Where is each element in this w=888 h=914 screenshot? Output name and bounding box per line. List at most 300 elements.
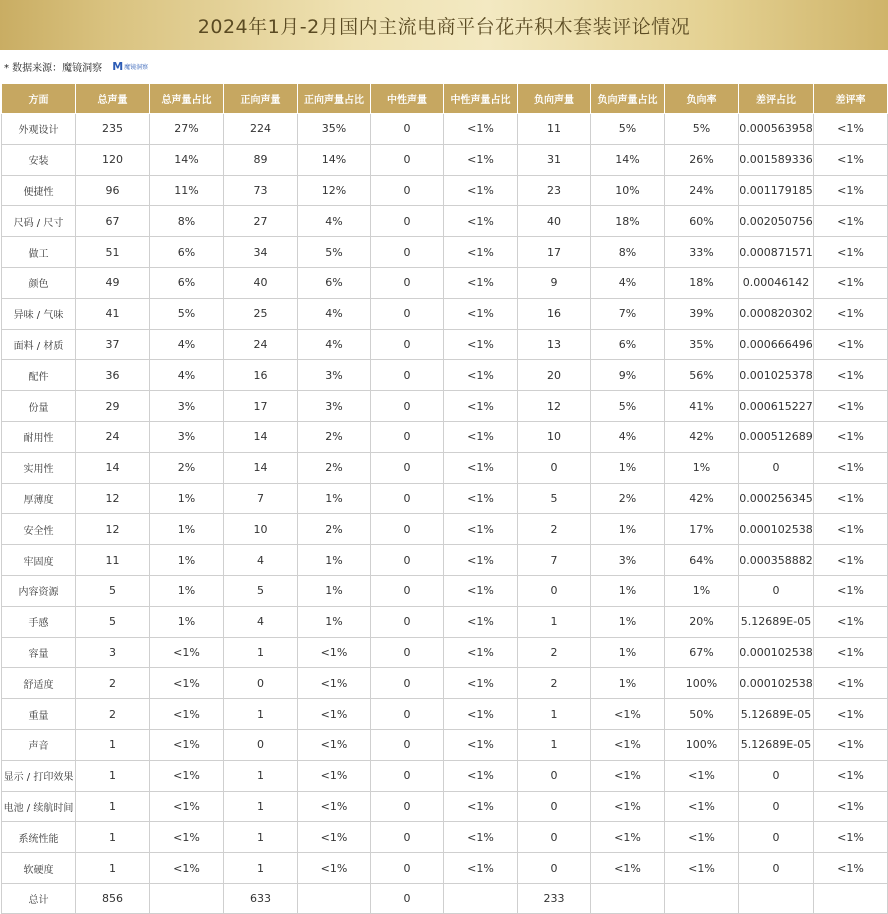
- table-row: [2, 545, 888, 576]
- table-cell: <1%: [298, 760, 371, 791]
- table-cell: 36: [76, 360, 150, 391]
- column-header: 正向声量: [224, 84, 298, 114]
- table-cell: 2: [518, 668, 591, 699]
- table-cell: 1: [518, 729, 591, 760]
- table-cell: 0.000871571: [739, 237, 814, 268]
- table-cell: 49: [76, 267, 150, 298]
- column-header: 负向声量占比: [591, 84, 665, 114]
- table-cell: 2%: [591, 483, 665, 514]
- table-cell: 10%: [591, 175, 665, 206]
- column-header: 总声量: [76, 84, 150, 114]
- table-cell: <1%: [444, 545, 518, 576]
- table-cell: <1%: [444, 853, 518, 884]
- total-cell: [591, 883, 665, 913]
- table-cell: 89: [224, 144, 298, 175]
- table-row: [2, 791, 888, 822]
- table-cell: <1%: [444, 729, 518, 760]
- table-cell: 0.000256345: [739, 483, 814, 514]
- table-cell: 0: [371, 637, 444, 668]
- table-cell: 31: [518, 144, 591, 175]
- table-cell: 17: [518, 237, 591, 268]
- table-cell: 0: [371, 699, 444, 730]
- table-cell: 67%: [665, 637, 739, 668]
- table-cell: 14%: [591, 144, 665, 175]
- table-cell: 0.001589336: [739, 144, 814, 175]
- table-cell: 0.000563958: [739, 114, 814, 145]
- table-cell: <1%: [591, 760, 665, 791]
- aspect-cell: 容量: [2, 637, 76, 668]
- table-cell: 56%: [665, 360, 739, 391]
- table-cell: <1%: [665, 853, 739, 884]
- table-cell: <1%: [444, 237, 518, 268]
- table-cell: 5%: [665, 114, 739, 145]
- column-header: 中性声量: [371, 84, 444, 114]
- table-cell: 6%: [150, 267, 224, 298]
- aspect-cell: 配件: [2, 360, 76, 391]
- aspect-cell: 手感: [2, 606, 76, 637]
- table-row: [2, 853, 888, 884]
- table-cell: 5: [224, 575, 298, 606]
- table-row: [2, 175, 888, 206]
- table-cell: <1%: [814, 452, 888, 483]
- logo-text: 魔镜洞察: [124, 63, 149, 71]
- table-cell: 0: [224, 668, 298, 699]
- table-cell: <1%: [444, 206, 518, 237]
- aspect-cell: 安全性: [2, 514, 76, 545]
- table-cell: 0: [371, 483, 444, 514]
- table-cell: 20: [518, 360, 591, 391]
- table-cell: <1%: [814, 421, 888, 452]
- table-cell: 3%: [591, 545, 665, 576]
- table-cell: <1%: [814, 206, 888, 237]
- total-cell: 0: [371, 883, 444, 913]
- table-cell: 14: [224, 421, 298, 452]
- table-cell: <1%: [444, 421, 518, 452]
- table-row: [2, 452, 888, 483]
- table-cell: <1%: [444, 175, 518, 206]
- table-cell: 2%: [298, 452, 371, 483]
- table-cell: 1: [224, 637, 298, 668]
- table-cell: 18%: [665, 267, 739, 298]
- table-cell: 6%: [150, 237, 224, 268]
- aspect-cell: 外观设计: [2, 114, 76, 145]
- table-cell: <1%: [298, 699, 371, 730]
- table-cell: 0: [371, 668, 444, 699]
- table-cell: <1%: [814, 144, 888, 175]
- aspect-cell: 系统性能: [2, 822, 76, 853]
- table-cell: 73: [224, 175, 298, 206]
- table-cell: 0: [518, 760, 591, 791]
- table-body: [2, 114, 888, 914]
- table-cell: <1%: [298, 668, 371, 699]
- table-cell: 35%: [298, 114, 371, 145]
- table-cell: 1: [518, 699, 591, 730]
- table-cell: <1%: [298, 729, 371, 760]
- table-cell: 235: [76, 114, 150, 145]
- table-cell: 0.000615227: [739, 391, 814, 422]
- table-row: [2, 483, 888, 514]
- table-cell: 0: [371, 575, 444, 606]
- table-cell: <1%: [298, 637, 371, 668]
- table-cell: 24: [224, 329, 298, 360]
- table-cell: 224: [224, 114, 298, 145]
- table-cell: 5%: [591, 114, 665, 145]
- table-cell: <1%: [150, 760, 224, 791]
- table-cell: 14: [76, 452, 150, 483]
- table-row: [2, 575, 888, 606]
- table-cell: 1%: [150, 575, 224, 606]
- table-cell: 1: [224, 699, 298, 730]
- table-cell: <1%: [814, 575, 888, 606]
- column-header: 负向声量: [518, 84, 591, 114]
- table-cell: 7: [518, 545, 591, 576]
- table-cell: 33%: [665, 237, 739, 268]
- column-header: 正向声量占比: [298, 84, 371, 114]
- table-cell: 0: [224, 729, 298, 760]
- table-cell: 0: [518, 452, 591, 483]
- table-cell: 4%: [150, 360, 224, 391]
- table-cell: 3%: [298, 360, 371, 391]
- table-row: [2, 114, 888, 145]
- table-cell: <1%: [444, 114, 518, 145]
- aspect-cell: 颜色: [2, 267, 76, 298]
- table-cell: <1%: [298, 822, 371, 853]
- table-cell: <1%: [665, 822, 739, 853]
- table-cell: 8%: [150, 206, 224, 237]
- table-header-row: [2, 84, 888, 114]
- table-cell: 0.001179185: [739, 175, 814, 206]
- table-cell: 0: [371, 729, 444, 760]
- table-cell: 1%: [298, 575, 371, 606]
- table-cell: 40: [518, 206, 591, 237]
- table-cell: <1%: [814, 791, 888, 822]
- table-cell: 1: [76, 729, 150, 760]
- aspect-cell: 耐用性: [2, 421, 76, 452]
- table-cell: <1%: [591, 822, 665, 853]
- table-cell: <1%: [591, 729, 665, 760]
- table-cell: 5.12689E-05: [739, 729, 814, 760]
- table-cell: <1%: [298, 791, 371, 822]
- column-header: 总声量占比: [150, 84, 224, 114]
- table-cell: 1: [224, 822, 298, 853]
- column-header: 差评占比: [739, 84, 814, 114]
- table-cell: 2: [76, 699, 150, 730]
- table-cell: 0.000666496: [739, 329, 814, 360]
- aspect-cell: 异味 / 气味: [2, 298, 76, 329]
- table-cell: 96: [76, 175, 150, 206]
- total-cell: [814, 883, 888, 913]
- table-cell: 41%: [665, 391, 739, 422]
- table-cell: <1%: [150, 699, 224, 730]
- table-cell: 7: [224, 483, 298, 514]
- table-cell: 16: [224, 360, 298, 391]
- table-cell: 0: [371, 267, 444, 298]
- table-cell: <1%: [150, 853, 224, 884]
- table-cell: 11%: [150, 175, 224, 206]
- table-cell: 0: [371, 760, 444, 791]
- table-cell: 42%: [665, 483, 739, 514]
- table-cell: 100%: [665, 668, 739, 699]
- table-cell: 0: [371, 452, 444, 483]
- table-cell: 5: [76, 606, 150, 637]
- table-cell: <1%: [444, 329, 518, 360]
- table-row: [2, 514, 888, 545]
- table-cell: 1: [76, 822, 150, 853]
- table-cell: <1%: [814, 329, 888, 360]
- table-cell: 9: [518, 267, 591, 298]
- table-cell: 5: [518, 483, 591, 514]
- table-cell: 64%: [665, 545, 739, 576]
- table-cell: <1%: [444, 514, 518, 545]
- table-cell: 0: [739, 760, 814, 791]
- table-cell: 8%: [591, 237, 665, 268]
- table-cell: 0.000512689: [739, 421, 814, 452]
- table-cell: 42%: [665, 421, 739, 452]
- data-source: [4, 57, 148, 75]
- table-cell: <1%: [814, 668, 888, 699]
- table-cell: 0: [371, 853, 444, 884]
- table-cell: <1%: [814, 237, 888, 268]
- table-cell: 0: [371, 545, 444, 576]
- table-cell: 2%: [298, 421, 371, 452]
- table-cell: <1%: [814, 545, 888, 576]
- table-cell: <1%: [444, 668, 518, 699]
- table-cell: <1%: [150, 668, 224, 699]
- table-cell: <1%: [814, 175, 888, 206]
- table-cell: 1: [76, 853, 150, 884]
- table-cell: 1: [224, 791, 298, 822]
- table-cell: 5.12689E-05: [739, 606, 814, 637]
- table-cell: 60%: [665, 206, 739, 237]
- review-table: [1, 83, 888, 914]
- table-cell: 14: [224, 452, 298, 483]
- table-cell: 1%: [298, 483, 371, 514]
- aspect-cell: 安装: [2, 144, 76, 175]
- table-cell: 67: [76, 206, 150, 237]
- table-cell: 0.000102538: [739, 637, 814, 668]
- total-label: 总计: [2, 883, 76, 913]
- table-cell: 0: [371, 791, 444, 822]
- table-cell: 4%: [298, 329, 371, 360]
- aspect-cell: 厚薄度: [2, 483, 76, 514]
- table-cell: 0: [518, 791, 591, 822]
- table-cell: 23: [518, 175, 591, 206]
- table-cell: 3%: [150, 421, 224, 452]
- table-cell: 1%: [150, 545, 224, 576]
- table-cell: <1%: [591, 853, 665, 884]
- table-cell: 51: [76, 237, 150, 268]
- table-cell: <1%: [444, 637, 518, 668]
- table-cell: 0.000102538: [739, 514, 814, 545]
- table-cell: 0: [371, 421, 444, 452]
- column-header: 负向率: [665, 84, 739, 114]
- table-cell: 5%: [298, 237, 371, 268]
- table-row: [2, 267, 888, 298]
- table-cell: 4: [224, 606, 298, 637]
- table-cell: 0: [739, 853, 814, 884]
- table-cell: 12: [76, 483, 150, 514]
- aspect-cell: 面料 / 材质: [2, 329, 76, 360]
- table-cell: <1%: [150, 729, 224, 760]
- table-cell: 1: [76, 791, 150, 822]
- table-cell: <1%: [814, 114, 888, 145]
- table-cell: 5.12689E-05: [739, 699, 814, 730]
- table-cell: 0: [371, 206, 444, 237]
- table-cell: 0.002050756: [739, 206, 814, 237]
- table-cell: 1%: [665, 452, 739, 483]
- table-cell: 13: [518, 329, 591, 360]
- table-cell: <1%: [150, 822, 224, 853]
- table-cell: 26%: [665, 144, 739, 175]
- table-cell: 2: [518, 514, 591, 545]
- table-cell: <1%: [444, 791, 518, 822]
- table-cell: <1%: [150, 791, 224, 822]
- table-cell: 4%: [150, 329, 224, 360]
- total-cell: [739, 883, 814, 913]
- table-cell: 0: [739, 791, 814, 822]
- table-cell: 24: [76, 421, 150, 452]
- table-cell: 1%: [298, 606, 371, 637]
- table-cell: 100%: [665, 729, 739, 760]
- table-cell: <1%: [444, 760, 518, 791]
- table-cell: <1%: [444, 575, 518, 606]
- table-cell: 29: [76, 391, 150, 422]
- table-cell: <1%: [444, 267, 518, 298]
- table-cell: <1%: [444, 483, 518, 514]
- logo-mark: M: [112, 59, 124, 73]
- table-cell: 2%: [150, 452, 224, 483]
- table-cell: 4%: [298, 298, 371, 329]
- aspect-cell: 舒适度: [2, 668, 76, 699]
- total-cell: 233: [518, 883, 591, 913]
- table-cell: 0: [371, 391, 444, 422]
- table-cell: 24%: [665, 175, 739, 206]
- table-cell: 1%: [591, 637, 665, 668]
- table-cell: <1%: [444, 606, 518, 637]
- table-cell: <1%: [665, 791, 739, 822]
- table-cell: 37: [76, 329, 150, 360]
- table-cell: <1%: [444, 391, 518, 422]
- total-cell: 633: [224, 883, 298, 913]
- table-row: [2, 606, 888, 637]
- table-cell: 1: [518, 606, 591, 637]
- table-cell: <1%: [814, 391, 888, 422]
- table-cell: 0: [371, 514, 444, 545]
- table-cell: <1%: [814, 606, 888, 637]
- table-cell: 17%: [665, 514, 739, 545]
- table-cell: <1%: [814, 267, 888, 298]
- table-cell: 14%: [150, 144, 224, 175]
- table-cell: 4: [224, 545, 298, 576]
- table-row: [2, 699, 888, 730]
- table-cell: 2%: [298, 514, 371, 545]
- table-cell: 0.001025378: [739, 360, 814, 391]
- table-row: [2, 360, 888, 391]
- table-cell: 1%: [591, 606, 665, 637]
- table-cell: <1%: [444, 360, 518, 391]
- table-cell: <1%: [814, 637, 888, 668]
- table-cell: 27: [224, 206, 298, 237]
- table-cell: 0.000358882: [739, 545, 814, 576]
- table-cell: 2: [518, 637, 591, 668]
- table-cell: <1%: [814, 483, 888, 514]
- table-cell: 1%: [665, 575, 739, 606]
- table-row: [2, 729, 888, 760]
- table-cell: 1%: [591, 668, 665, 699]
- table-cell: <1%: [444, 699, 518, 730]
- total-cell: 856: [76, 883, 150, 913]
- total-cell: [298, 883, 371, 913]
- table-row: [2, 668, 888, 699]
- table-cell: 34: [224, 237, 298, 268]
- table-cell: 1: [76, 760, 150, 791]
- table-cell: 0.00046142: [739, 267, 814, 298]
- table-cell: 0: [371, 329, 444, 360]
- table-row: [2, 237, 888, 268]
- table-cell: 0: [518, 822, 591, 853]
- table-cell: 7%: [591, 298, 665, 329]
- table-cell: 0: [371, 822, 444, 853]
- table-cell: <1%: [814, 298, 888, 329]
- table-cell: 1%: [150, 514, 224, 545]
- aspect-cell: 尺码 / 尺寸: [2, 206, 76, 237]
- aspect-cell: 牢固度: [2, 545, 76, 576]
- table-cell: <1%: [814, 760, 888, 791]
- table-cell: <1%: [814, 360, 888, 391]
- table-cell: 4%: [591, 267, 665, 298]
- aspect-cell: 便捷性: [2, 175, 76, 206]
- table-cell: 40: [224, 267, 298, 298]
- aspect-cell: 内容资源: [2, 575, 76, 606]
- table-cell: 1%: [298, 545, 371, 576]
- total-cell: [444, 883, 518, 913]
- table-cell: 3%: [150, 391, 224, 422]
- table-cell: 39%: [665, 298, 739, 329]
- table-cell: 1%: [591, 575, 665, 606]
- table-cell: 50%: [665, 699, 739, 730]
- table-cell: 17: [224, 391, 298, 422]
- table-cell: 14%: [298, 144, 371, 175]
- table-cell: 1%: [150, 606, 224, 637]
- table-cell: <1%: [665, 760, 739, 791]
- table-cell: 25: [224, 298, 298, 329]
- table-cell: 10: [224, 514, 298, 545]
- table-cell: <1%: [150, 637, 224, 668]
- table-cell: 120: [76, 144, 150, 175]
- table-cell: 16: [518, 298, 591, 329]
- table-cell: 0: [371, 360, 444, 391]
- table-cell: 4%: [298, 206, 371, 237]
- table-cell: 1: [224, 760, 298, 791]
- table-cell: 27%: [150, 114, 224, 145]
- table-cell: <1%: [814, 853, 888, 884]
- table-cell: 5: [76, 575, 150, 606]
- table-cell: 20%: [665, 606, 739, 637]
- table-row: [2, 637, 888, 668]
- source-logo: [112, 60, 148, 73]
- table-cell: <1%: [814, 822, 888, 853]
- table-cell: <1%: [814, 729, 888, 760]
- table-cell: 2: [76, 668, 150, 699]
- table-cell: <1%: [444, 144, 518, 175]
- table-cell: <1%: [298, 853, 371, 884]
- table-cell: 9%: [591, 360, 665, 391]
- table-cell: 12%: [298, 175, 371, 206]
- table-cell: 0: [739, 452, 814, 483]
- table-cell: 12: [76, 514, 150, 545]
- table-cell: 0.000820302: [739, 298, 814, 329]
- table-cell: 10: [518, 421, 591, 452]
